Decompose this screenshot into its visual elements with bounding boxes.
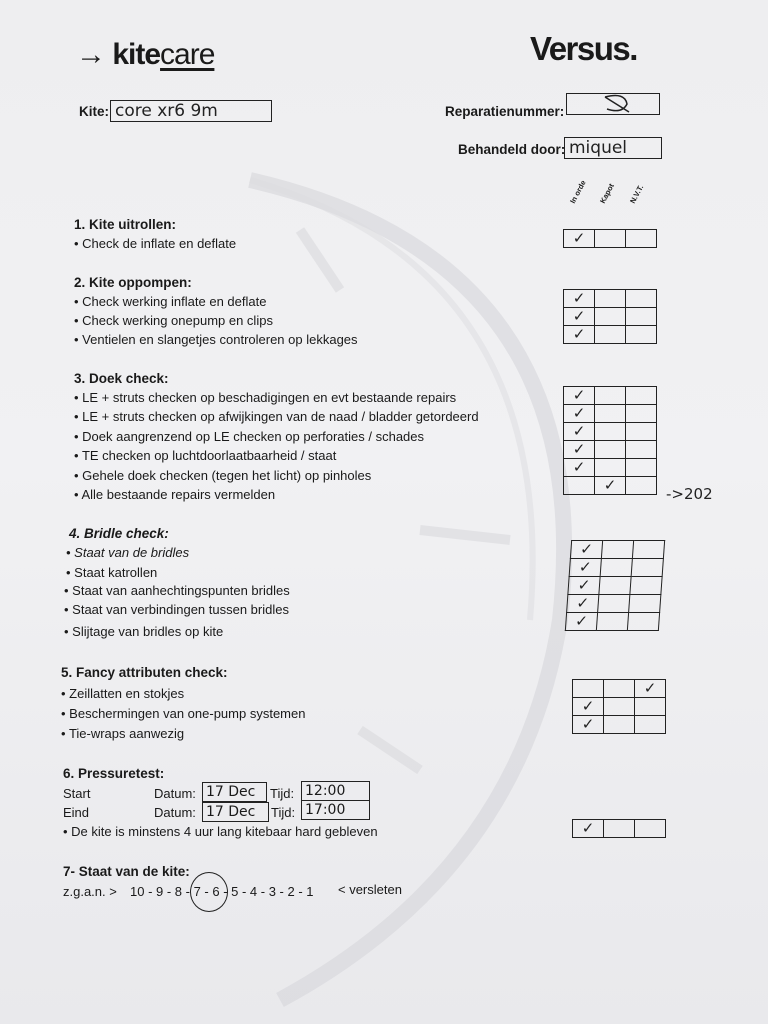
kite-field[interactable]: core xr6 9m — [110, 100, 272, 122]
check-row — [564, 423, 657, 441]
check-cell[interactable] — [626, 230, 657, 248]
col-nvt: N.V.T. — [628, 183, 646, 205]
check-cell[interactable]: ✓ — [573, 716, 604, 734]
check-row — [564, 477, 657, 495]
check-cell[interactable] — [635, 716, 666, 734]
check-cell[interactable] — [595, 308, 626, 326]
check-row — [573, 680, 666, 698]
check-cell[interactable] — [631, 559, 663, 577]
check-cell[interactable] — [604, 698, 635, 716]
s6-check-grid — [572, 819, 666, 838]
check-cell[interactable]: ✓ — [573, 820, 604, 838]
s3-item-6: • Alle bestaande repairs vermelden — [74, 485, 275, 505]
end-time-label: Tijd: — [271, 805, 296, 820]
start-time-label: Tijd: — [270, 786, 295, 801]
check-cell[interactable] — [627, 613, 659, 631]
s6-note: • De kite is minstens 4 uur lang kitebaar hard gebleven — [63, 822, 378, 842]
s2-item-3: • Ventielen en slangetjes controleren op lekkages — [74, 330, 358, 350]
repair-number-label: Reparatienummer: — [445, 104, 565, 119]
check-cell[interactable] — [596, 613, 628, 631]
check-cell[interactable] — [604, 680, 635, 698]
s4-item-5: • Slijtage van bridles op kite — [64, 622, 223, 642]
repair-number-field[interactable] — [566, 93, 660, 115]
check-cell[interactable] — [564, 477, 595, 495]
check-cell[interactable] — [595, 326, 626, 344]
check-cell[interactable]: ✓ — [564, 387, 595, 405]
s3-check-grid — [563, 386, 657, 495]
check-cell[interactable] — [629, 595, 661, 613]
s5-check-grid — [572, 679, 666, 734]
check-cell[interactable] — [626, 459, 657, 477]
check-row — [564, 326, 657, 344]
check-cell[interactable]: ✓ — [564, 290, 595, 308]
versus-logo: Versus. — [530, 30, 637, 67]
check-cell[interactable] — [573, 680, 604, 698]
section-1-title: 1. Kite uitrollen: — [74, 217, 177, 232]
end-date-field[interactable]: 17 Dec — [202, 802, 269, 822]
col-kapot: Kapot — [598, 182, 616, 205]
check-cell[interactable] — [626, 405, 657, 423]
check-cell[interactable]: ✓ — [570, 541, 602, 559]
section-7-title: 7- Staat van de kite: — [63, 864, 190, 879]
check-row — [568, 577, 662, 595]
check-row — [573, 820, 666, 838]
check-cell[interactable]: ✓ — [635, 680, 666, 698]
s3-item-3: • Doek aangrenzend op LE checken op perforaties / schades — [74, 427, 424, 447]
s4-item-2: • Staat katrollen — [66, 563, 157, 583]
check-cell[interactable] — [599, 577, 631, 595]
section-3-title: 3. Doek check: — [74, 371, 169, 386]
check-cell[interactable]: ✓ — [573, 698, 604, 716]
check-cell[interactable] — [595, 459, 626, 477]
check-cell[interactable] — [630, 577, 662, 595]
check-cell[interactable] — [635, 698, 666, 716]
scale-left-label: z.g.a.n. > — [63, 884, 117, 899]
repairs-annotation: ->202 — [666, 485, 713, 503]
check-row — [565, 613, 659, 631]
start-date-field[interactable]: 17 Dec — [202, 782, 267, 802]
handled-by-label: Behandeld door: — [458, 142, 566, 157]
kite-label: Kite: — [79, 104, 109, 119]
strike-mark — [567, 94, 659, 114]
check-cell[interactable]: ✓ — [564, 308, 595, 326]
s3-item-2: • LE + struts checken op afwijkingen van de naad / bladder getordeerd — [74, 407, 479, 427]
check-row — [564, 387, 657, 405]
check-cell[interactable] — [626, 387, 657, 405]
scale-selection-circle — [190, 872, 228, 912]
start-time-field[interactable]: 12:00 — [301, 781, 370, 801]
check-cell[interactable] — [598, 595, 630, 613]
s5-item-1: • Zeillatten en stokjes — [61, 684, 184, 704]
start-label: Start — [63, 786, 91, 801]
check-row — [564, 308, 657, 326]
end-label: Eind — [63, 805, 90, 820]
end-time-field[interactable]: 17:00 — [301, 800, 370, 820]
check-row — [564, 441, 657, 459]
s4-check-grid — [565, 540, 665, 631]
start-date-label: Datum: — [154, 786, 196, 801]
section-6-title: 6. Pressuretest: — [63, 766, 165, 781]
section-2-title: 2. Kite oppompen: — [74, 275, 192, 290]
check-row — [567, 595, 661, 613]
check-cell[interactable] — [626, 326, 657, 344]
check-cell[interactable] — [595, 290, 626, 308]
check-cell[interactable] — [626, 441, 657, 459]
section-5-title: 5. Fancy attributen check: — [61, 665, 228, 680]
check-cell[interactable] — [626, 290, 657, 308]
s1-check-grid — [563, 229, 657, 248]
s2-item-2: • Check werking onepump en clips — [74, 311, 273, 331]
check-cell[interactable] — [595, 423, 626, 441]
check-cell[interactable] — [595, 387, 626, 405]
check-cell[interactable]: ✓ — [564, 441, 595, 459]
s4-item-4: • Staat van verbindingen tussen bridles — [64, 600, 289, 620]
scale-right-label: < versleten — [338, 882, 402, 897]
check-cell[interactable] — [626, 308, 657, 326]
check-row — [573, 716, 666, 734]
s3-item-4: • TE checken op luchtdoorlaatbaarheid / staat — [74, 446, 336, 466]
check-cell[interactable] — [626, 423, 657, 441]
check-cell[interactable] — [626, 477, 657, 495]
s2-item-1: • Check werking inflate en deflate — [74, 292, 266, 312]
check-cell[interactable]: ✓ — [564, 405, 595, 423]
check-cell[interactable]: ✓ — [564, 230, 595, 248]
handled-by-field[interactable]: miquel — [564, 137, 662, 159]
check-row — [573, 698, 666, 716]
check-cell[interactable] — [595, 230, 626, 248]
check-cell[interactable]: ✓ — [567, 595, 599, 613]
check-cell[interactable] — [604, 820, 635, 838]
end-date-label: Datum: — [154, 805, 196, 820]
s1-item-1: • Check de inflate en deflate — [74, 234, 236, 254]
section-4-title: 4. Bridle check: — [69, 526, 169, 541]
s4-item-3: • Staat van aanhechtingspunten bridles — [64, 581, 290, 601]
kite-glyph-icon: → — [76, 38, 105, 71]
check-row — [564, 459, 657, 477]
s3-item-1: • LE + struts checken op beschadigingen en evt bestaande repairs — [74, 388, 456, 408]
kitecare-logo: → kitecare — [76, 38, 215, 71]
check-cell[interactable]: ✓ — [564, 423, 595, 441]
check-cell[interactable] — [595, 441, 626, 459]
check-row — [564, 290, 657, 308]
check-cell[interactable]: ✓ — [595, 477, 626, 495]
condition-scale[interactable]: 10 - 9 - 8 - 7 - 6 - 5 - 4 - 3 - 2 - 1 — [130, 884, 314, 899]
check-cell[interactable] — [604, 716, 635, 734]
check-row — [569, 559, 663, 577]
s5-item-2: • Beschermingen van one-pump systemen — [61, 704, 305, 724]
check-cell[interactable] — [595, 405, 626, 423]
check-row — [570, 541, 664, 559]
check-row — [564, 405, 657, 423]
check-cell[interactable] — [635, 820, 666, 838]
check-cell[interactable]: ✓ — [565, 613, 597, 631]
check-cell[interactable] — [600, 559, 632, 577]
check-row — [564, 230, 657, 248]
s5-item-3: • Tie-wraps aanwezig — [61, 724, 184, 744]
s3-item-5: • Gehele doek checken (tegen het licht) op pinholes — [74, 466, 371, 486]
check-cell[interactable]: ✓ — [569, 559, 601, 577]
check-cell[interactable] — [632, 541, 664, 559]
check-cell[interactable] — [601, 541, 633, 559]
check-cell[interactable]: ✓ — [564, 326, 595, 344]
s2-check-grid — [563, 289, 657, 344]
check-cell[interactable]: ✓ — [568, 577, 600, 595]
col-in-orde: In orde — [568, 178, 588, 205]
s4-item-1: • Staat van de bridles — [66, 543, 189, 563]
check-cell[interactable]: ✓ — [564, 459, 595, 477]
